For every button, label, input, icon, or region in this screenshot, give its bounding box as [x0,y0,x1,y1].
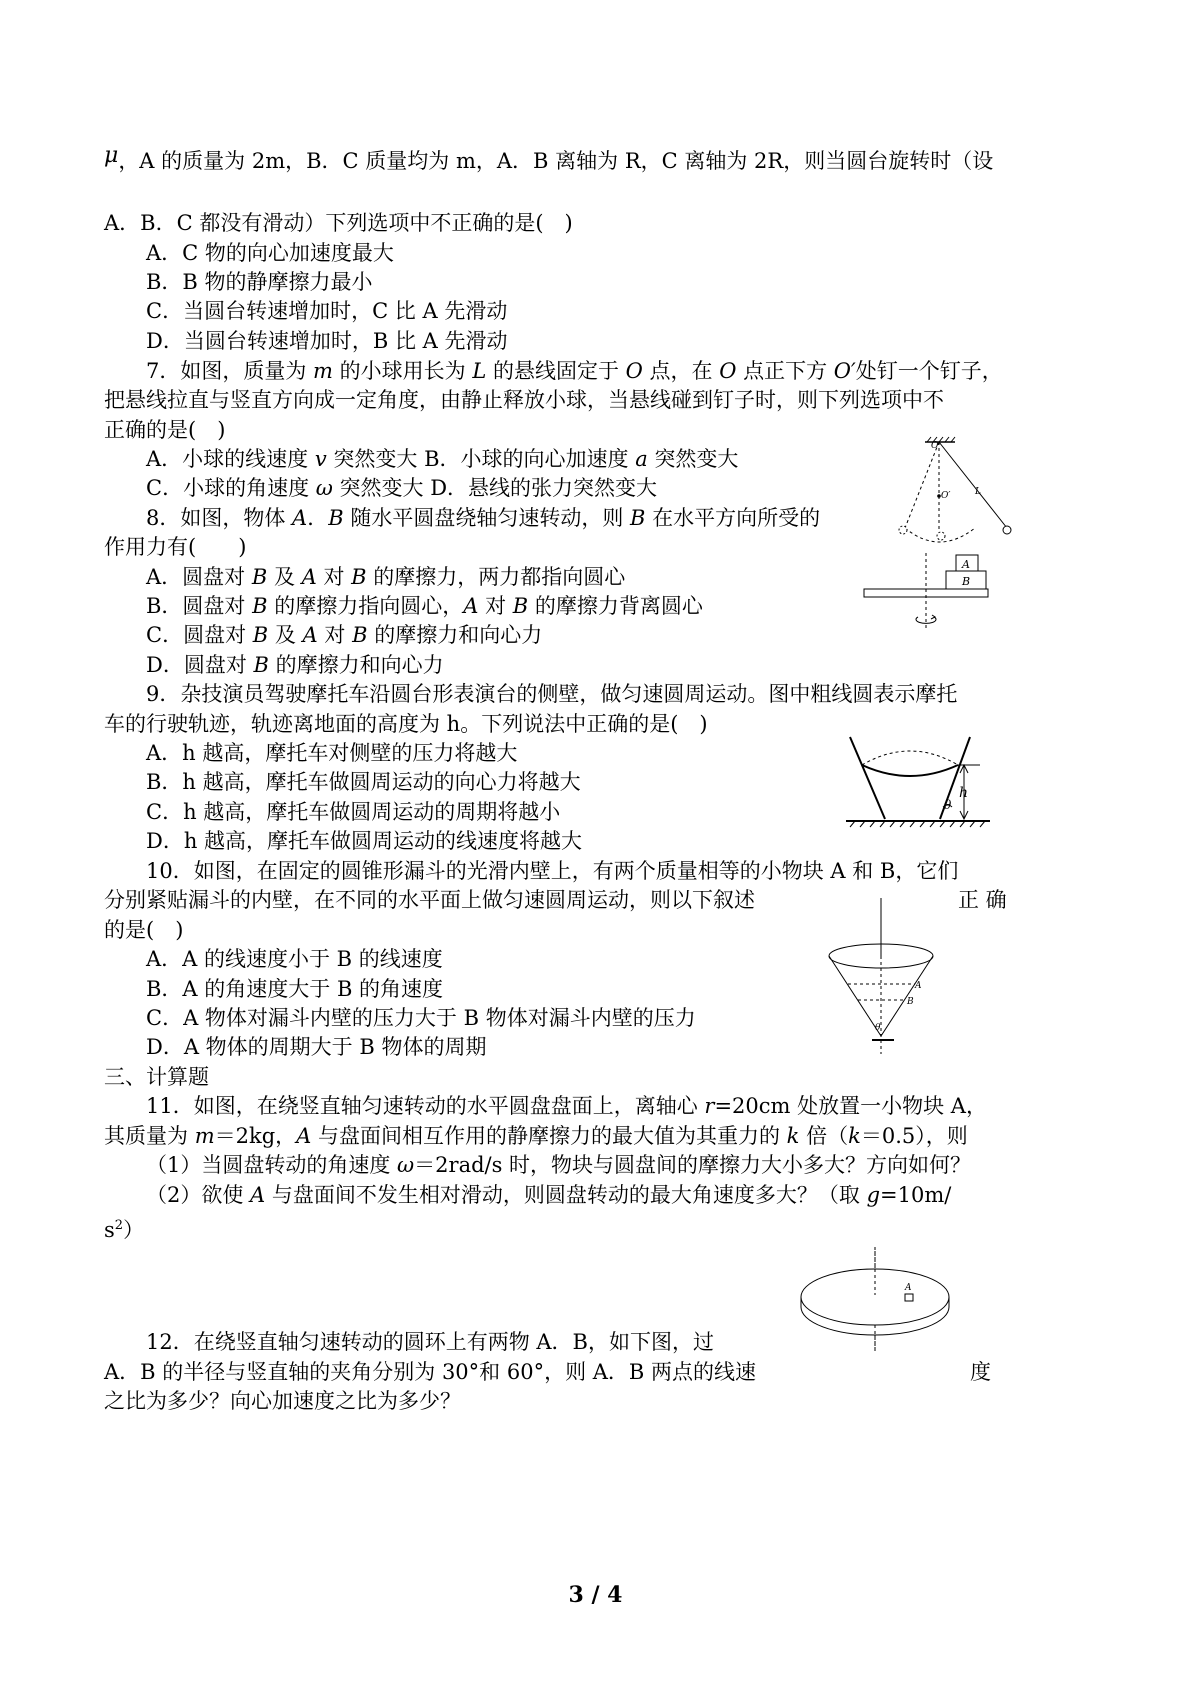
q10-option-c: C．A 物体对漏斗内壁的压力大于 B 物体对漏斗内壁的压力 [146,1006,696,1030]
q9-option-a: A．h 越高，摩托车对侧壁的压力将越大 [146,741,518,765]
page-number: 3 / 4 [568,1582,623,1608]
q10-option-a: A．A 的线速度小于 B 的线速度 [146,947,443,971]
q6-option-b: B．B 物的静摩擦力最小 [146,270,373,294]
fig7-label-l: L [975,487,981,497]
q8-option-a: A．圆盘对 B 及 A 对 B 的摩擦力，两力都指向圆心 [146,565,626,589]
q7-line-2: 把悬线拉直与竖直方向成一定角度，由静止释放小球，当悬线碰到钉子时，则下列选项中不 [104,388,944,412]
rotating-disk-figure [795,1245,955,1355]
fig10-label-theta: θ [875,1023,881,1033]
cone-stage-figure [840,735,1000,835]
q9-option-b: B．h 越高，摩托车做圆周运动的向心力将越大 [146,770,581,794]
q8-option-c: C．圆盘对 B 及 A 对 B 的摩擦力和向心力 [146,623,543,647]
fig10-label-a: A [915,981,922,991]
fig8-label-a: A [962,558,970,571]
fig11-label-a: A [905,1283,912,1293]
q8-line-1: 8．如图，物体 A．B 随水平圆盘绕轴匀速转动，则 B 在水平方向所受的 [146,506,821,530]
fig9-label-h: h [959,785,969,801]
q10-line-3: 的是( ) [104,918,184,942]
q9-option-c: C．h 越高，摩托车做圆周运动的周期将越小 [146,800,561,824]
q11-line-2: 其质量为 m＝2kg，A 与盘面间相互作用的静摩擦力的最大值为其重力的 k 倍（k＝0.5），则 [104,1124,968,1148]
q11-line-1: 11．如图，在绕竖直轴匀速转动的水平圆盘盘面上，离轴心 r=20cm 处放置一小物块 A， [146,1094,987,1118]
q9-option-d: D．h 越高，摩托车做圆周运动的线速度将越大 [146,829,583,853]
disk-blocks-figure [858,545,998,635]
q10-option-d: D．A 物体的周期大于 B 物体的周期 [146,1035,487,1059]
q9-line-1: 9．杂技演员驾驶摩托车沿圆台形表演台的侧壁，做匀速圆周运动。图中粗线圆表示摩托 [146,682,958,706]
q6-line-1: μ，A 的质量为 2m，B．C 质量均为 m，A．B 离轴为 R，C 离轴为 2R，则当圆台旋转时（设 [104,143,994,173]
pendulum-figure [895,436,1025,546]
q12-line-2a: A．B 的半径与竖直轴的夹角分别为 30°和 60°，则 A．B 两点的线速 [104,1360,757,1384]
q10-line-2b: 正 确 [958,888,1007,912]
fig7-label-o: O [931,441,939,451]
q11-part-1: （1）当圆盘转动的角速度 ω＝2rad/s 时，物块与圆盘间的摩擦力大小多大？方向如何？ [146,1153,972,1177]
q6-option-c: C．当圆台转速增加时，C 比 A 先滑动 [146,299,508,323]
q12-line-1: 12．在绕竖直轴匀速转动的圆环上有两物 A．B，如下图，过 [146,1330,714,1354]
fig9-label-theta: θ [944,798,952,812]
q6-option-a: A．C 物的向心加速度最大 [146,241,394,265]
section-heading: 三、计算题 [104,1065,209,1089]
q6-option-d: D．当圆台转速增加时，B 比 A 先滑动 [146,329,508,353]
q10-line-1: 10．如图，在固定的圆锥形漏斗的光滑内壁上，有两个质量相等的小物块 A 和 B，它们 [146,859,959,883]
q6-line-2: A．B．C 都没有滑动）下列选项中不正确的是( ) [104,211,573,235]
fig7-label-oprime: O′ [941,491,951,501]
q7-line-3: 正确的是( ) [104,418,226,442]
q11-part-2-cont: $s^2$） [104,1218,145,1242]
q9-line-2: 车的行驶轨迹，轨迹离地面的高度为 h。下列说法中正确的是( ) [104,712,708,736]
q8-line-2: 作用力有( ) [104,535,247,559]
q8-option-d: D．圆盘对 B 的摩擦力和向心力 [146,653,444,677]
q7-options-ab: A．小球的线速度 v 突然变大 B．小球的向心加速度 a 突然变大 [146,447,739,471]
q11-part-2: （2）欲使 A 与盘面间不发生相对滑动，则圆盘转动的最大角速度多大？（取 g=10m/ [146,1183,952,1207]
q10-line-2a: 分别紧贴漏斗的内壁，在不同的水平面上做匀速圆周运动，则以下叙述 [104,888,755,912]
mu-symbol: μ [104,143,119,168]
fig10-label-b: B [907,997,914,1007]
q8-option-b: B．圆盘对 B 的摩擦力指向圆心，A 对 B 的摩擦力背离圆心 [146,594,703,618]
funnel-cone-figure [822,898,932,1058]
q12-line-2b: 度 [970,1360,991,1384]
q7-options-cd: C．小球的角速度 ω 突然变大 D．悬线的张力突然变大 [146,476,658,500]
q12-line-3: 之比为多少？向心加速度之比为多少？ [104,1389,461,1413]
q7-line-1: 7．如图，质量为 m 的小球用长为 L 的悬线固定于 O 点，在 O 点正下方 O′处钉一个钉子， [146,359,1003,383]
q10-option-b: B．A 的角速度大于 B 的角速度 [146,977,444,1001]
fig8-label-b: B [962,575,971,588]
